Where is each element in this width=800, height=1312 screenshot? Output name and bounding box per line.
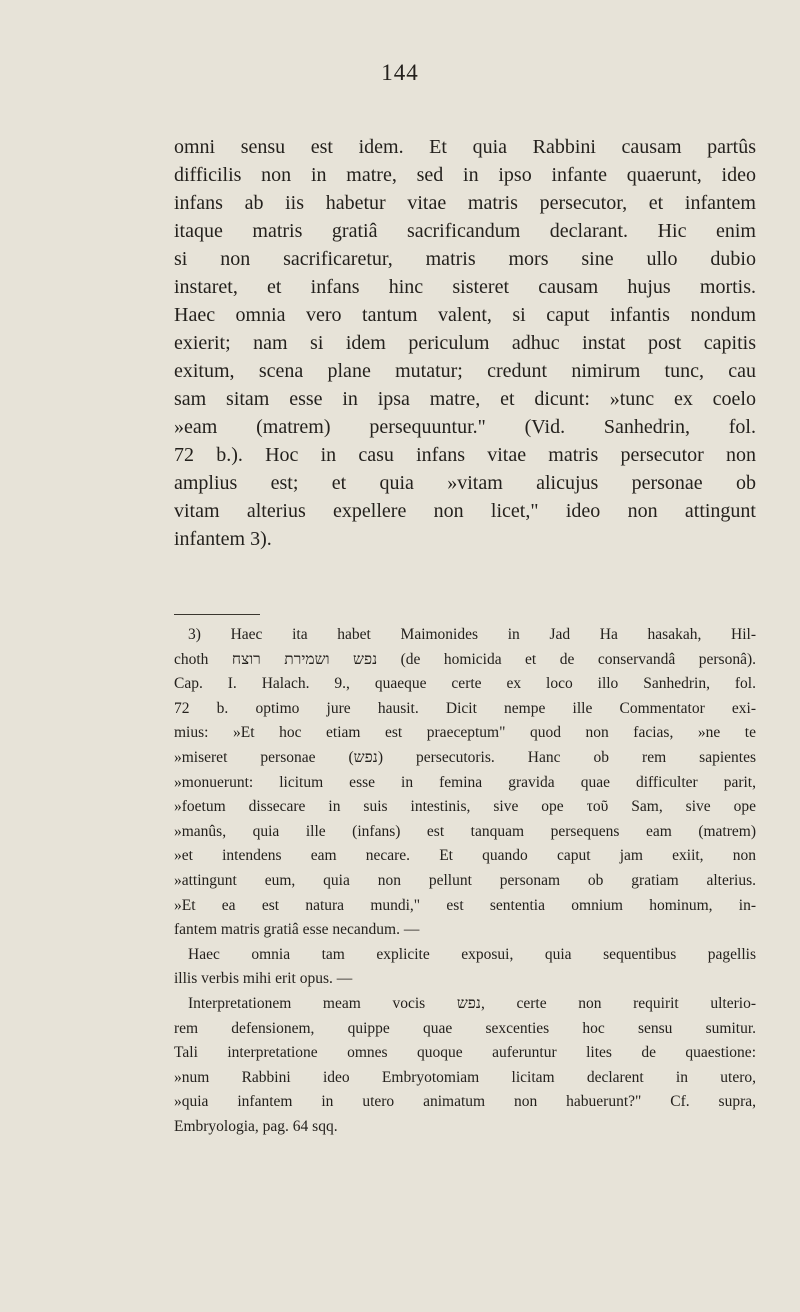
footnote-line: 3) Haec ita habet Maimonides in Jad Ha hasakah, Hil-: [188, 626, 756, 643]
footnote-line: Haec omnia tam explicite exposui, quia sequentibus pagellis: [188, 945, 756, 963]
footnote-line: »miseret personae (נפש) persecutoris. Hanc ob rem sapientes: [174, 748, 756, 766]
text-line: sam sitam esse in ipsa matre, et dicunt: »tunc ex coelo: [174, 388, 756, 410]
footnote-line: »et intendens eam necare. Et quando caput jam exiit, non: [174, 847, 756, 865]
footnote-line: »monuerunt: licitum esse in femina gravida quae difficulter parit,: [174, 773, 756, 791]
footnote: [174, 623, 756, 1139]
footnote-line: Embryologia, pag. 64 sqq.: [174, 1117, 338, 1135]
text-line: exierit; nam si idem periculum adhuc instat post capitis: [174, 332, 756, 354]
footnote-line: Cap. I. Halach. 9., quaeque certe ex loco illo Sanhedrin, fol.: [174, 675, 756, 693]
text-line: infantem 3).: [174, 528, 272, 550]
text-line: »eam (matrem) persequuntur." (Vid. Sanhedrin, fol.: [174, 416, 756, 438]
text-line: amplius est; et quia »vitam alicujus personae ob: [174, 472, 756, 494]
footnote-line: illis verbis mihi erit opus. —: [174, 970, 353, 988]
main-text: [174, 133, 756, 553]
footnote-line: fantem matris gratiâ esse necandum. —: [174, 921, 420, 939]
footnote-line: Tali interpretatione omnes quoque auferuntur lites de quaestione:: [174, 1044, 756, 1062]
text-line: Haec omnia vero tantum valent, si caput infantis nondum: [174, 304, 756, 326]
footnote-line: rem defensionem, quippe quae sexcenties hoc sensu sumitur.: [174, 1019, 756, 1037]
footnote-line: »foetum dissecare in suis intestinis, sive ope τοῦ Sam, sive ope: [174, 798, 756, 816]
footnote-divider: [174, 614, 260, 615]
text-line: instaret, et infans hinc sisteret causam hujus mortis.: [174, 276, 756, 298]
footnote-line: Interpretationem meam vocis נפש, certe non requirit ulterio-: [188, 994, 756, 1012]
text-line: si non sacrificaretur, matris mors sine ullo dubio: [174, 248, 756, 270]
footnote-line: »Et ea est natura mundi," est sententia omnium hominum, in-: [174, 896, 756, 914]
footnote-line: choth נפש ושמירת רוצח (de homicida et de conservandâ personâ).: [174, 650, 756, 668]
footnote-line: »attingunt eum, quia non pellunt personam ob gratiam alterius.: [174, 871, 756, 889]
text-line: omni sensu est idem. Et quia Rabbini causam partûs: [174, 136, 756, 158]
footnote-line: 72 b. optimo jure hausit. Dicit nempe ille Commentator exi-: [174, 699, 756, 717]
page-number: 144: [381, 60, 419, 85]
footnote-line: »manûs, quia ille (infans) est tanquam persequens eam (matrem): [174, 822, 756, 840]
text-line: difficilis non in matre, sed in ipso infante quaerunt, ideo: [174, 164, 756, 186]
text-line: itaque matris gratiâ sacrificandum declarant. Hic enim: [174, 220, 756, 242]
footnote-line: »num Rabbini ideo Embryotomiam licitam declarent in utero,: [174, 1068, 756, 1086]
footnote-line: »quia infantem in utero animatum non habuerunt?" Cf. supra,: [174, 1093, 756, 1111]
footnote-line: mius: »Et hoc etiam est praeceptum" quod non facias, »ne te: [174, 724, 756, 742]
text-line: exitum, scena plane mutatur; credunt nimirum tunc, cau: [174, 360, 756, 382]
text-line: 72 b.). Hoc in casu infans vitae matris persecutor non: [174, 444, 756, 466]
text-line: infans ab iis habetur vitae matris persecutor, et infantem: [174, 192, 756, 214]
text-line: vitam alterius expellere non licet," ideo non attingunt: [174, 500, 756, 522]
